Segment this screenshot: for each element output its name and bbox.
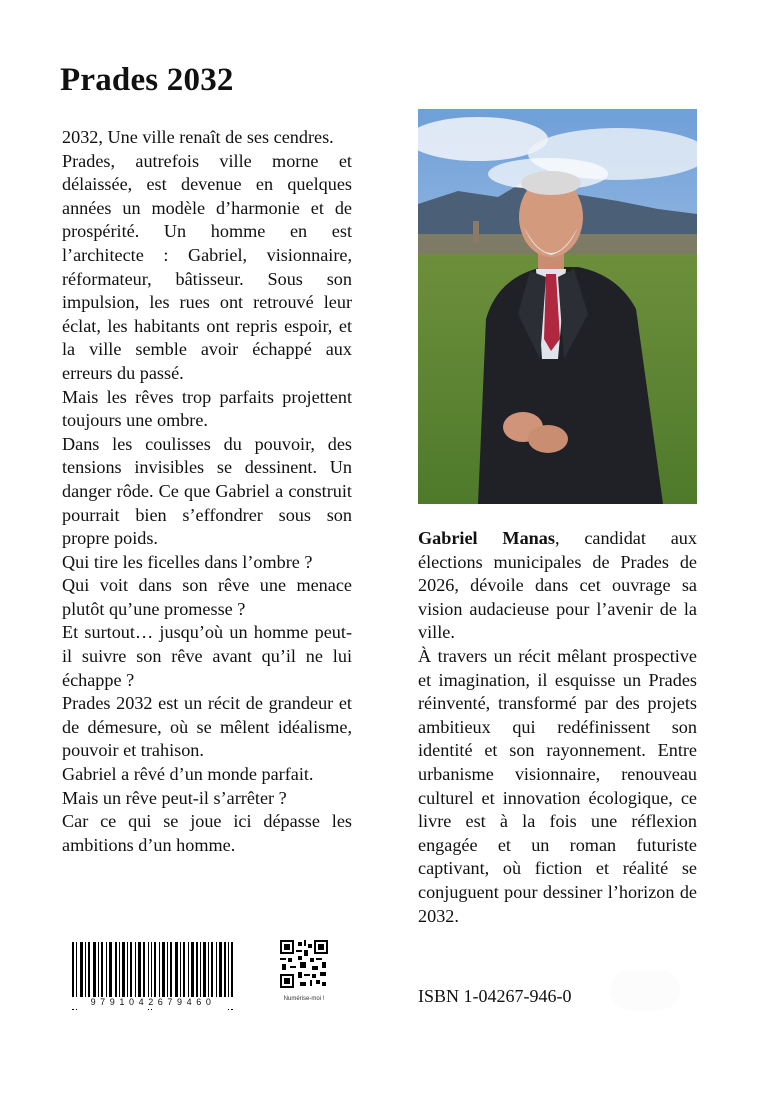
synopsis-paragraph: Qui tire les ficelles dans l’ombre ?	[62, 551, 313, 572]
synopsis-paragraph: Mais un rêve peut-il s’arrêter ?	[62, 787, 287, 808]
synopsis-paragraph: Mais les rêves trop parfaits projettent toujours une ombre.	[62, 386, 352, 431]
synopsis-paragraph: Gabriel a rêvé d’un monde parfait.	[62, 764, 314, 785]
synopsis-paragraph: 2032, Une ville renaît de ses cendres.	[62, 127, 334, 147]
author-bio	[418, 527, 697, 928]
isbn-text: ISBN 1-04267-946-0	[418, 986, 572, 1006]
synopsis-paragraph: Dans les coulisses du pouvoir, des tensions invisibles se dessinent. Un danger rôde. Ce que Gabriel a construit pourrait bien s’effondrer sous son propre poids.	[62, 433, 352, 549]
qr-code-icon	[280, 940, 328, 988]
author-photo	[418, 109, 697, 504]
qr-caption: Numérise-moi !	[283, 996, 325, 1002]
synopsis-paragraph: Prades 2032 est un récit de grandeur et de démesure, où se mêlent idéalisme, pouvoir et trahison.	[62, 693, 352, 761]
barcode-digits: 9791042679460	[70, 997, 236, 1009]
author-intro: , candidat aux élections municipales de Prades de 2026, dévoile dans cet ouvrage sa vision audacieuse pour l’avenir de la ville.	[418, 528, 697, 643]
synopsis-paragraph: Prades, autrefois ville morne et délaissée, est devenue en quelques années un modèle d’harmonie et de prospérité. Un homme en est l’architecte : Gabriel, visionnaire, réformateur, bâtisseur. Sous son impulsion, les rues ont retrouvé leur éclat, les habitants ont repris espoir, et la ville semble avoir échappé aux erreurs du passé.	[62, 150, 352, 383]
author-name: Gabriel Manas	[418, 528, 555, 548]
synopsis-column	[62, 126, 352, 857]
synopsis-paragraph: Qui voit dans son rêve une menace plutôt qu’une promesse ?	[62, 575, 352, 619]
author-intro-paragraph	[418, 527, 697, 645]
book-title: Prades 2032	[60, 62, 234, 98]
synopsis-paragraph: Car ce qui se joue ici dépasse les ambitions d’un homme.	[62, 811, 352, 855]
author-description: À travers un récit mêlant prospective et imagination, il esquisse un Prades réinventé, transformé par des projets ambitieux qui redéfinissent son identité et son rayonnement. Entre urbanisme visionnaire, renouveau culturel et innovation écologique, ce livre est à la fois une réflexion engagée et un roman futuriste captivant, où fiction et réalité se conjuguent pour dessiner l’horizon de 2032.	[418, 645, 697, 926]
faint-mark	[610, 970, 680, 1010]
synopsis-paragraph: Et surtout… jusqu’où un homme peut-il suivre son rêve avant qu’il ne lui échappe ?	[62, 622, 352, 690]
